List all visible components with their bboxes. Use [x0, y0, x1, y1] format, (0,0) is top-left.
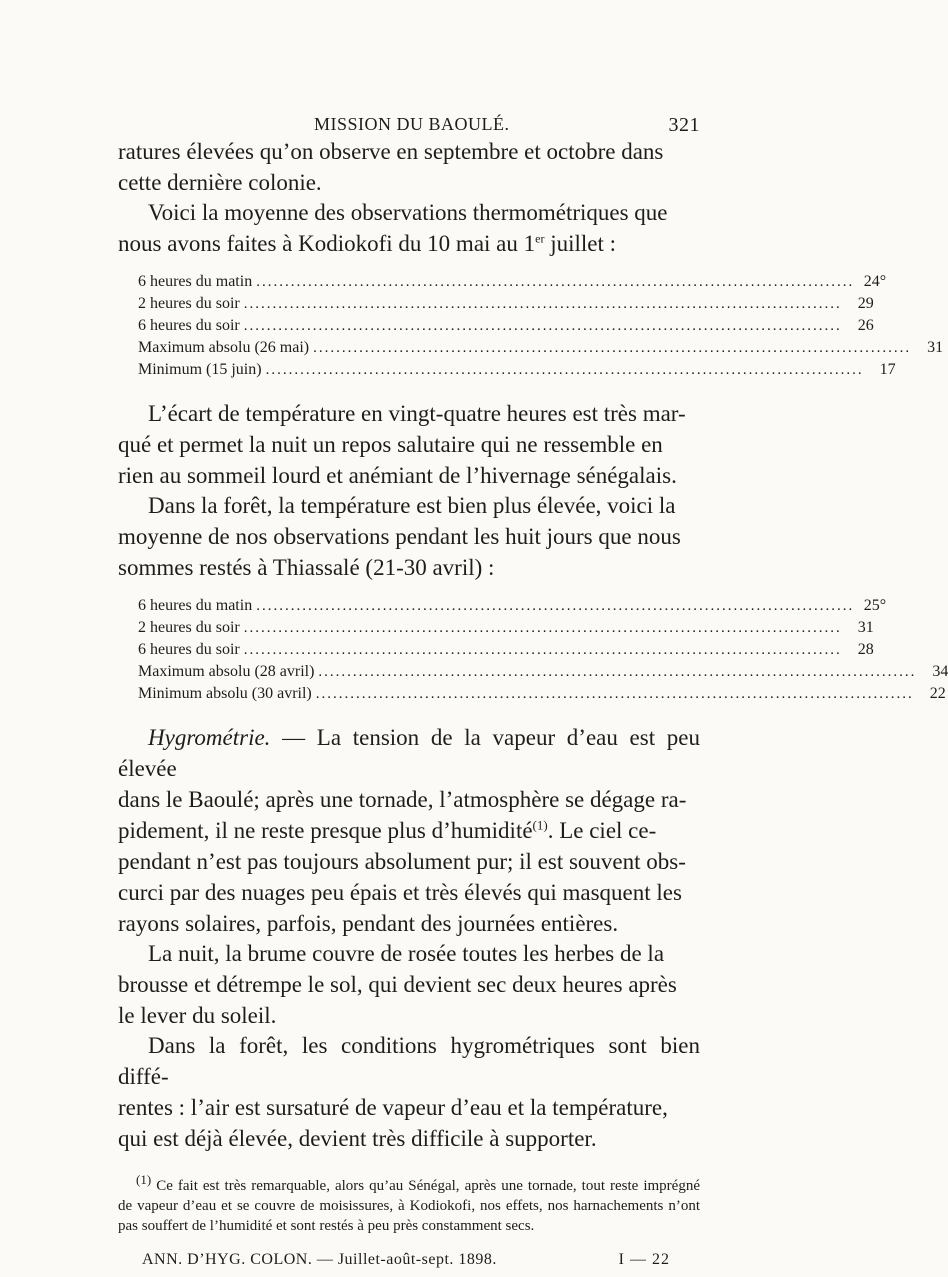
text-line: pidement, il ne reste presque plus d’humidité — [118, 818, 533, 843]
footnote — [118, 1172, 700, 1236]
text-line: rien au sommeil lourd et anémiant de l’hivernage sénégalais. — [118, 463, 677, 488]
footnote-text: Ce fait est très remarquable, alors qu’au Sénégal, après une tornade, tout reste imprégné de vapeur d’eau et se couvre de moisissures, à Kodiokofi, nos effets, nos harnachements n’ont pas souffert de l’humidité et sont restés à peu près constamment secs. — [118, 1178, 700, 1234]
temperature-table-thiassale — [138, 595, 948, 705]
footnote-marker: (1) — [136, 1172, 152, 1187]
text-line: Dans la forêt, la température est bien plus élevée, voici la — [148, 493, 676, 518]
text-line: pendant n’est pas toujours absolument pur; il est souvent obs- — [118, 849, 686, 874]
page-number: 321 — [668, 114, 700, 136]
row-value: 31 — [927, 339, 944, 356]
paragraph-forest-humidity — [118, 1030, 700, 1154]
table-row — [138, 639, 874, 661]
text-line: qui est déjà élevée, devient très difficile à supporter. — [118, 1126, 597, 1151]
row-value: 26 — [857, 317, 874, 334]
text-line: sommes restés à Thiassalé (21-30 avril) : — [118, 555, 495, 580]
row-value: 17 — [879, 361, 896, 378]
leader-dots: ........................................................................................................ — [256, 274, 855, 290]
text-line: Voici la moyenne des observations thermométriques que — [148, 200, 668, 225]
text-line: rentes : l’air est sursaturé de vapeur d’eau et la température, — [118, 1095, 668, 1120]
text-line: qué et permet la nuit un repos salutaire qui ne ressemble en — [118, 432, 663, 457]
row-label: 6 heures du matin — [138, 597, 253, 614]
row-value: 34 — [932, 663, 948, 680]
leader-dots: ........................................................................................................ — [315, 686, 914, 702]
text-line: . Le ciel ce- — [547, 818, 657, 843]
table-row — [138, 271, 887, 293]
paragraph-kodiokofi-intro — [118, 197, 700, 259]
paragraph-continuation — [118, 136, 700, 198]
running-title: MISSION DU BAOULÉ. — [314, 114, 510, 134]
row-value: 29 — [857, 295, 874, 312]
row-value: 24° — [863, 273, 887, 290]
page-footer — [118, 1251, 700, 1277]
leader-dots: ........................................................................................................ — [243, 296, 842, 312]
row-label: Minimum absolu (30 avril) — [138, 685, 312, 702]
row-label: Minimum (15 juin) — [138, 361, 262, 378]
table-row — [138, 359, 896, 381]
footnote-reference: (1) — [532, 817, 548, 833]
text-line: — La tension de la vapeur d’eau est peu élevée — [118, 725, 700, 781]
text-line: L’écart de température en vingt-quatre heures est très mar- — [148, 401, 686, 426]
row-label: 6 heures du soir — [138, 317, 240, 334]
section-label: Hygrométrie. — [148, 725, 271, 750]
leader-dots: ........................................................................................................ — [243, 318, 842, 334]
journal-reference: ANN. D’HYG. COLON. — Juillet-août-sept. 1898. — [142, 1251, 497, 1268]
temperature-table-kodiokofi — [138, 271, 944, 381]
signature-mark: I — 22 — [618, 1251, 670, 1268]
text-line: La nuit, la brume couvre de rosée toutes les herbes de la — [148, 941, 665, 966]
text-line: rayons solaires, parfois, pendant des journées entières. — [118, 911, 619, 936]
running-head — [118, 100, 700, 136]
text-line: le lever du soleil. — [118, 1003, 277, 1028]
leader-dots: ........................................................................................................ — [313, 340, 912, 356]
paragraph-hygrometry — [118, 722, 700, 939]
table-row — [138, 683, 946, 705]
table-row — [138, 661, 948, 683]
row-value: 28 — [857, 641, 874, 658]
row-label: 2 heures du soir — [138, 619, 240, 636]
row-value: 31 — [857, 619, 874, 636]
paragraph-night-mist — [118, 938, 700, 1031]
text-line: curci par des nuages peu épais et très élevés qui masquent les — [118, 880, 682, 905]
table-row — [138, 595, 887, 617]
leader-dots: ........................................................................................................ — [256, 598, 855, 614]
text-line: brousse et détrempe le sol, qui devient sec deux heures après — [118, 972, 677, 997]
row-label: Maximum absolu (26 mai) — [138, 339, 310, 356]
text-line: nous avons faites à Kodiokofi du 10 mai au 1 — [118, 231, 536, 256]
table-row — [138, 293, 874, 315]
text-line: moyenne de nos observations pendant les huit jours que nous — [118, 524, 681, 549]
leader-dots: ........................................................................................................ — [265, 362, 864, 378]
row-label: 6 heures du matin — [138, 273, 253, 290]
leader-dots: ........................................................................................................ — [318, 664, 917, 680]
leader-dots: ........................................................................................................ — [243, 620, 842, 636]
table-row — [138, 315, 874, 337]
row-label: 2 heures du soir — [138, 295, 240, 312]
paragraph-forest-temperature — [118, 490, 700, 583]
text-line: juillet : — [544, 231, 617, 256]
text-line: dans le Baoulé; après une tornade, l’atmosphère se dégage ra- — [118, 787, 687, 812]
table-row — [138, 617, 874, 639]
table-row — [138, 337, 944, 359]
paragraph-temperature-range — [118, 398, 700, 491]
text-line: Dans la forêt, les conditions hygrométriques sont bien diffé- — [118, 1033, 700, 1089]
row-value: 25° — [863, 597, 887, 614]
ordinal-superscript: er — [535, 231, 545, 246]
row-value: 22 — [929, 685, 946, 702]
row-label: Maximum absolu (28 avril) — [138, 663, 315, 680]
row-label: 6 heures du soir — [138, 641, 240, 658]
document-page — [118, 100, 948, 1277]
leader-dots: ........................................................................................................ — [243, 642, 842, 658]
text-line: cette dernière colonie. — [118, 170, 322, 195]
text-line: ratures élevées qu’on observe en septembre et octobre dans — [118, 139, 664, 164]
